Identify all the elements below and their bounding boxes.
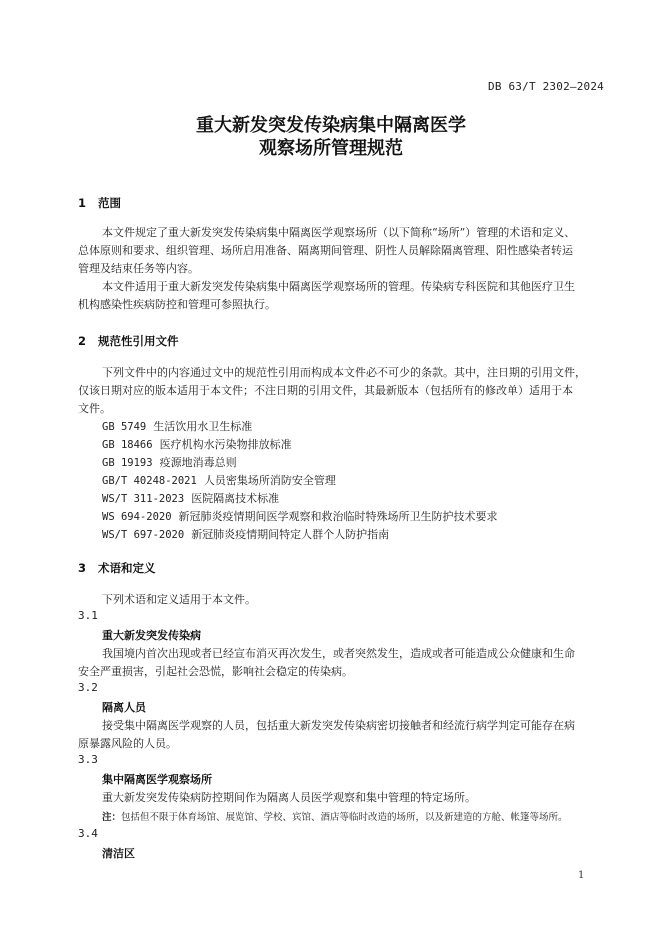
reference-item: GB/T 40248-2021 人员密集场所消防安全管理: [102, 474, 336, 487]
section-2-heading: [78, 333, 179, 349]
document-title-line1: 重大新发突发传染病集中隔离医学: [196, 115, 466, 136]
term-title: 重大新发突发传染病: [102, 629, 201, 642]
section-1-title: 范围: [98, 196, 121, 210]
term-title: 隔离人员: [102, 701, 146, 714]
section-1-para-1-line-1: 本文件规定了重大新发突发传染病集中隔离医学观察场所（以下简称“场所”）管理的术语和定义、: [102, 226, 576, 239]
page-number: 1: [578, 870, 585, 881]
section-1-para-2-line-1: 本文件适用于重大新发突发传染病集中隔离医学观察场所的管理。传染病专科医院和其他医疗卫生: [102, 280, 575, 293]
note-label: 注：: [102, 812, 122, 823]
reference-item: WS 694-2020 新冠肺炎疫情期间医学观察和救治临时特殊场所卫生防护技术要求: [102, 510, 498, 523]
term-title: 集中隔离医学观察场所: [102, 773, 212, 786]
term-number: 3.2: [78, 681, 98, 694]
section-3-heading: [78, 560, 156, 576]
term-number: 3.4: [78, 827, 98, 840]
reference-item: GB 18466 医疗机构水污染物排放标准: [102, 438, 292, 451]
term-title: 清洁区: [102, 847, 135, 860]
section-1-para-1-line-3: 管理及结束任务等内容。: [78, 262, 199, 275]
reference-item: WS/T 697-2020 新冠肺炎疫情期间特定人群个人防护指南: [102, 528, 390, 541]
term-number: 3.3: [78, 753, 98, 766]
document-code: DB 63/T 2302—2024: [488, 80, 604, 93]
term-definition-line: 原暴露风险的人员。: [78, 737, 177, 750]
reference-item: GB 19193 疫源地消毒总则: [102, 456, 237, 469]
section-3-number: 3: [78, 561, 87, 575]
term-definition-line: 重大新发突发传染病防控期间作为隔离人员医学观察和集中管理的特定场所。: [102, 791, 476, 804]
section-2-title: 规范性引用文件: [98, 334, 179, 348]
term-definition-line: 安全严重损害，引起社会恐慌，影响社会稳定的传染病。: [78, 665, 353, 678]
section-1-heading: [78, 195, 121, 211]
note-text: 包括但不限于体育场馆、展览馆、学校、宾馆、酒店等临时改造的场所，以及新建造的方舱、帐篷等场所。: [121, 812, 568, 823]
reference-item: GB 5749 生活饮用水卫生标准: [102, 420, 253, 433]
section-1-para-2-line-2: 机构感染性疾病防控和管理可参照执行。: [78, 298, 276, 311]
section-2-para-line-3: 文件。: [78, 402, 111, 415]
term-definition-line: 我国境内首次出现或者已经宣布消灭再次发生，或者突然发生，造成或者可能造成公众健康和生命: [102, 647, 575, 660]
term-note: [102, 809, 568, 823]
section-2-para-line-2: 仅该日期对应的版本适用于本文件；不注日期的引用文件，其最新版本（包括所有的修改单）适用于本: [78, 384, 573, 397]
section-3-title: 术语和定义: [98, 561, 156, 575]
section-1-number: 1: [78, 196, 87, 210]
reference-item: WS/T 311-2023 医院隔离技术标准: [102, 492, 280, 505]
section-2-number: 2: [78, 334, 87, 348]
section-2-para-line-1: 下列文件中的内容通过文中的规范性引用而构成本文件必不可少的条款。其中，注日期的引用文件，: [102, 366, 586, 379]
term-definition-line: 接受集中隔离医学观察的人员，包括重大新发突发传染病密切接触者和经流行病学判定可能存在病: [102, 719, 575, 732]
section-1-para-1-line-2: 总体原则和要求、组织管理、场所启用准备、隔离期间管理、阴性人员解除隔离管理、阳性感染者转运: [78, 244, 573, 257]
term-number: 3.1: [78, 609, 98, 622]
section-3-intro: 下列术语和定义适用于本文件。: [102, 593, 256, 606]
document-title-line2: 观察场所管理规范: [259, 138, 403, 159]
